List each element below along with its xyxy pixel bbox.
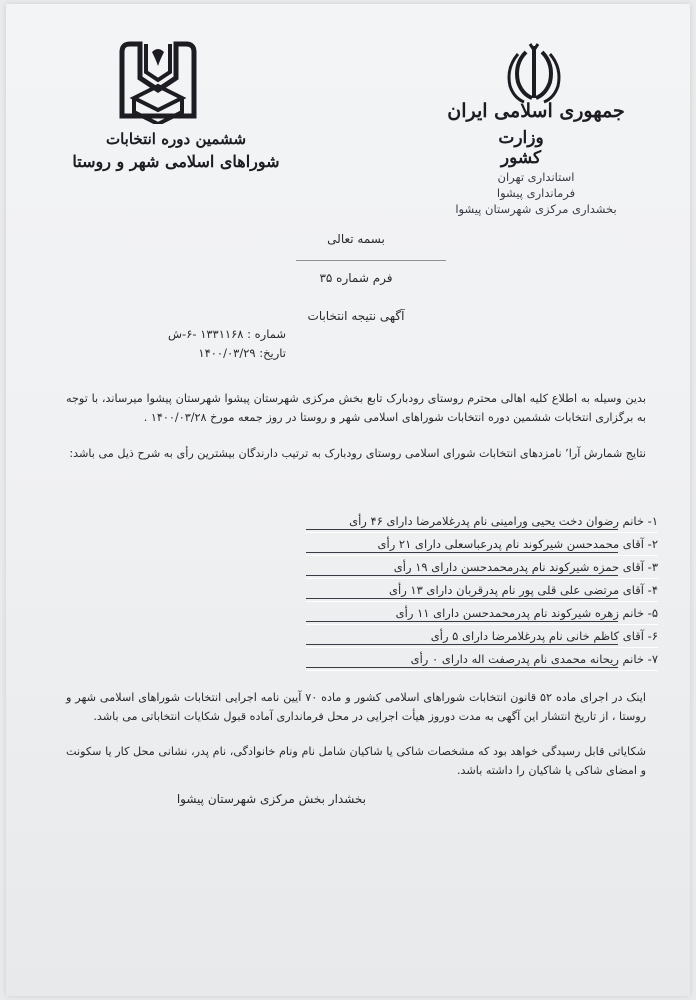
results-intro-paragraph: نتایج شمارش آرا٬ نامزدهای انتخابات شورای اسلامی روستای رودبارک به ترتیب دارندگان بیشترین رأی به شرح ذیل می باشد: bbox=[69, 447, 646, 460]
governorate-label: استانداری تهران bbox=[497, 170, 575, 184]
district-office-label: بخشداری مرکزی شهرستان پیشوا bbox=[455, 202, 617, 216]
candidate-item: ۶- آقای کاظم خانی نام پدرغلامرضا دارای ۵ رأی bbox=[306, 625, 658, 648]
divider bbox=[296, 260, 446, 261]
candidate-item: ۷- خانم ریحانه محمدی نام پدرصفت اله دارای ۰ رأی bbox=[306, 648, 658, 671]
candidate-item: ۲- آقای محمدحسن شیرکوند نام پدرعباسعلی دارای ۲۱ رأی bbox=[306, 533, 658, 556]
form-number: فرم شماره ۳۵ bbox=[319, 271, 393, 285]
letter-page bbox=[6, 4, 690, 996]
ballot-box-logo-icon bbox=[116, 38, 200, 124]
signature-line: بخشدار بخش مرکزی شهرستان پیشوا bbox=[176, 792, 366, 806]
notice-title: آگهی نتیجه انتخابات bbox=[307, 309, 405, 323]
complaints-paragraph: اینک در اجرای ماده ۵۲ قانون انتخابات شوراهای اسلامی کشور و ماده ۷۰ آیین نامه اجرایی انتخابات شوراهای اسلامی شهر و روستا ، از تاریخ انتشار این آگهی به مدت دوروز هیأت اجرایی در محل فرمانداری آماده قبول شکایات انتخاباتی می باشد. bbox=[66, 691, 646, 723]
county-office-label: فرمانداری پیشوا bbox=[496, 186, 576, 200]
candidate-list bbox=[306, 510, 658, 671]
intro-paragraph: بدین وسیله به اطلاع کلیه اهالی محترم روستای رودبارک تابع بخش مرکزی شهرستان پیشوا شهرستان پیشوا میرساند، با توجه به برگزاری انتخابات ششمین دوره انتخابات شوراهای اسلامی شهر و روستا در روز جمعه مورخ ۱۴۰۰/۰۳/۲۸ . bbox=[66, 392, 646, 424]
candidate-item: ۵- خانم زهره شیرکوند نام پدرمحمدحسن دارای ۱۱ رأی bbox=[306, 602, 658, 625]
candidate-item: ۴- آقای مرتضی علی قلی پور نام پدرقربان دارای ۱۳ رأی bbox=[306, 579, 658, 602]
election-councils-title: شوراهای اسلامی شهر و روستا bbox=[72, 152, 280, 171]
candidate-item: ۱- خانم رضوان دخت یحیی ورامینی نام پدرغلامرضا دارای ۴۶ رأی bbox=[306, 510, 658, 533]
election-period-title: ششمین دوره انتخابات bbox=[105, 130, 247, 148]
iran-emblem-icon bbox=[504, 42, 564, 106]
ministry-title: وزارت کشور bbox=[498, 128, 544, 168]
reference-number: شماره : ۱۳۳۱۱۶۸ -۶-ش bbox=[167, 327, 286, 341]
republic-title: جمهوری اسلامی ایران bbox=[447, 100, 625, 122]
reference-date: تاریخ: ۱۴۰۰/۰۳/۲۹ bbox=[198, 346, 286, 360]
complaint-requirements-paragraph: شکایاتی قابل رسیدگی خواهد بود که مشخصات شاکی یا شاکیان شامل نام ونام خانوادگی، نام پدر، نشانی محل کار یا سکونت و امضای شاکی یا شاکیان را داشته باشد. bbox=[66, 745, 646, 777]
basmala: بسمه تعالی bbox=[327, 232, 385, 246]
candidate-item: ۳- آقای حمزه شیرکوند نام پدرمحمدحسن دارای ۱۹ رأی bbox=[306, 556, 658, 579]
